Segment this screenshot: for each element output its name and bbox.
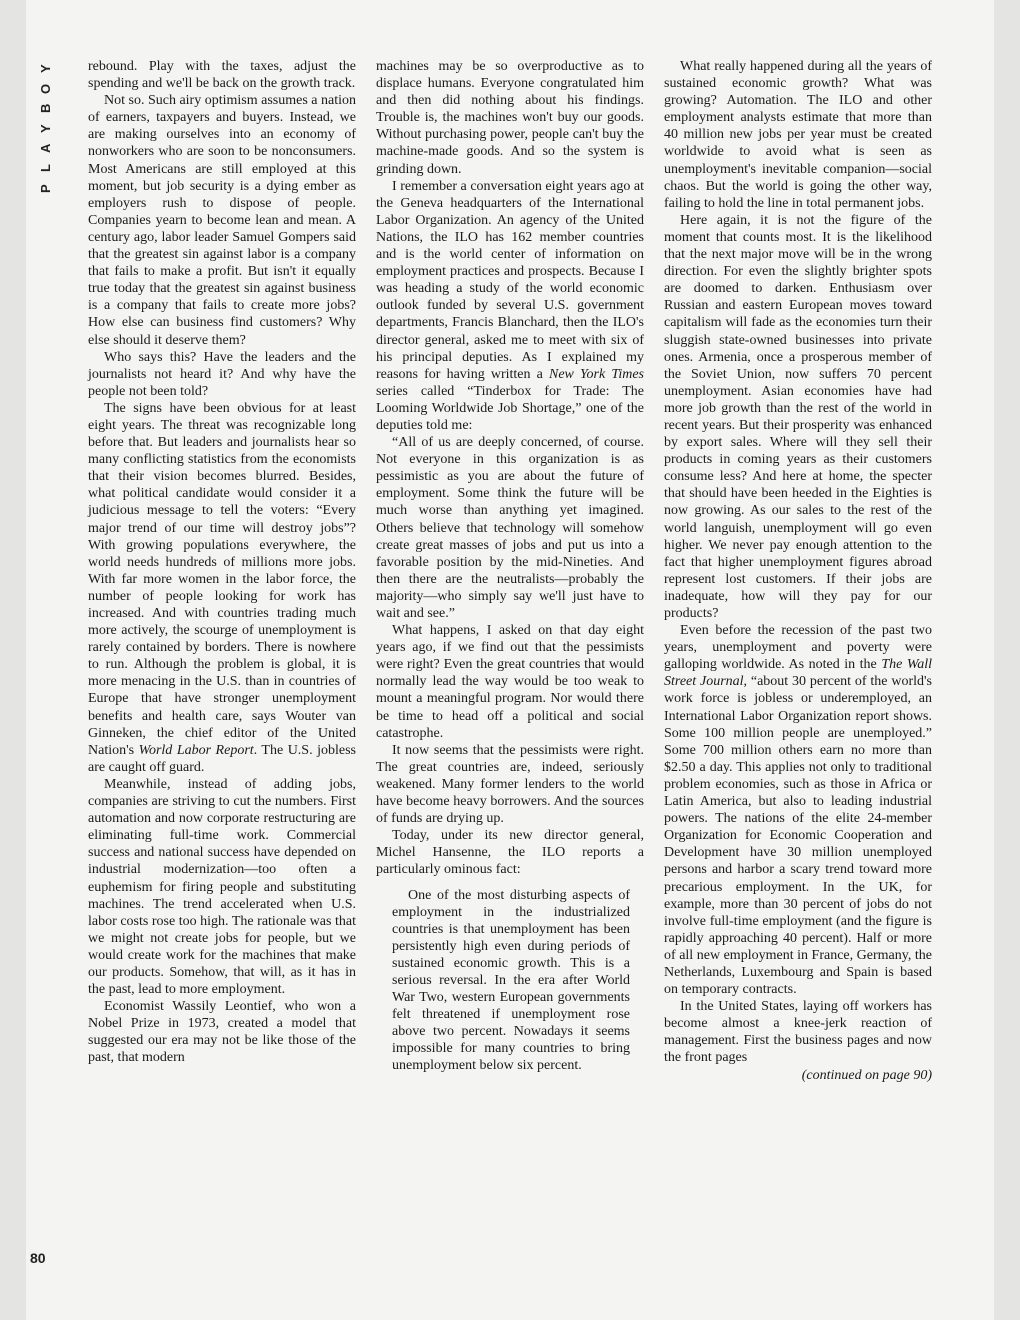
sidebar-letter: Y	[38, 63, 53, 73]
paragraph: “All of us are deeply concerned, of course. Not everyone in this organization is as pessimistic as you are about the future of employment. Some think the future will be much worse than anything yet imagined. Others believe that technology will somehow create great masses of jobs and put us into a favorable position by the mid-Nineties. And then there are the neutralists—probably the majority—who simply say we'll just have to wait and see.”	[376, 435, 644, 621]
sidebar-letter: P	[38, 183, 53, 193]
paragraph: Today, under its new director general, Michel Hansenne, the ILO reports a particularly ominous fact:	[376, 828, 644, 878]
block-quote: One of the most disturbing aspects of employment in the industrialized countries is that unemployment has been persistently high even during periods of sustained economic growth. This is a serious reversal. In the era after World War Two, western European governments felt threatened if unemployment rose above two percent. Nowadays it seems impossible for many countries to bring unemployment below six percent.	[392, 887, 630, 1074]
page-number: 80	[30, 1250, 46, 1266]
paragraph: Not so. Such airy optimism assumes a nation of earners, taxpayers and buyers. Instead, we are making ourselves into an economy of nonworkers who are soon to be nonconsumers. Most Americans are still employed at this moment, but job security is a dying ember as employers rush to dispose of people. Companies yearn to become lean and mean. A century ago, labor leader Samuel Gompers said that the greatest sin against labor is a company that fails to make a profit. But isn't it equally true today that the greatest sin against business is a company that fails to create more jobs? How else can business find customers? Why else should it deserve them?	[88, 93, 356, 348]
paragraph-text: series called “Tinderbox for Trade: The Looming Worldwide Job Shortage,” one of the deputies told me:	[376, 383, 644, 433]
column-1	[88, 58, 356, 1067]
paragraph-text: Even before the recession of the past two years, unemployment and poverty were galloping worldwide. As noted in the	[664, 623, 932, 673]
paragraph: machines may be so overproductive as to displace humans. Everyone congratulated him and then did nothing about his findings. Trouble is, the machines won't buy our goods. Without purchasing power, people can't buy the machine-made goods. And so the system is grinding down.	[376, 59, 644, 177]
paragraph: rebound. Play with the taxes, adjust the spending and we'll be back on the growth track.	[88, 59, 356, 92]
sidebar-letter: O	[38, 82, 53, 94]
paragraph-text: . The U.S. jobless are caught off guard.	[88, 742, 356, 775]
paragraph: What really happened during all the years of sustained economic growth? What was growing? Automation. The ILO and other employment analysts estimate that more than 40 million new jobs per year must be created worldwide to avoid what is seen as unemployment's inevitable companion—social chaos. But the world is going the other way, failing to hold the line in total permanent jobs.	[664, 59, 932, 211]
paragraph: Meanwhile, instead of adding jobs, companies are striving to cut the numbers. First automation and now corporate restructuring are eliminating full-time work. Commercial success and national success have depended on industrial modernization—too often a euphemism for firing people and substituting machines. The trend accelerated when U.S. labor costs rose too high. The rationale was that we might not create jobs for people, but we would create work for the machines that make our products. Somehow, that will, as it has in the past, lead to more employment.	[88, 776, 356, 998]
sidebar-letter: Y	[38, 123, 53, 133]
publication-title: The Wall Street Journal	[664, 657, 932, 690]
paragraph: It now seems that the pessimists were right. The great countries are, indeed, seriously weakened. Many former lenders to the world have become heavy borrowers. And the sources of funds are drying up.	[376, 742, 644, 827]
column-3	[664, 58, 932, 1084]
sidebar-letter: L	[38, 163, 53, 173]
paragraph	[376, 178, 644, 434]
column-2	[376, 58, 644, 1075]
sidebar-letter: B	[38, 102, 53, 114]
paragraph	[88, 400, 356, 776]
continued-line: (continued on page 90)	[801, 1067, 932, 1083]
paragraph-text: , “about 30 percent of the world's work force is jobless or underemployed, an International Labor Organization report shows. Some 100 million people are unemployed.” Some 700 million others earn no more than $2.50 a day. This applies not only to traditional problem economies, such as those in Africa or Latin America, but also to leading industrial powers. The nations of the elite 24-member Organization for Economic Cooperation and Development have 30 million unemployed persons and harbor a scary trend toward more precarious employment. In the UK, for example, more than 30 percent of jobs do not involve full-time employment (and the figure is rapidly approaching 40 percent). Half or more of all new employment in France, Germany, the Netherlands, Luxembourg and Spain is based on temporary contracts.	[664, 674, 932, 998]
publication-title: World Labor Report	[138, 742, 254, 758]
paragraph	[664, 622, 932, 998]
publication-title: New York Times	[548, 366, 644, 382]
paragraph: Who says this? Have the leaders and the journalists not heard it? And why have the people not been told?	[88, 349, 356, 399]
paragraph-text: I remember a conversation eight years ago at the Geneva headquarters of the International Labor Organization. An agency of the United Nations, the ILO has 162 member countries and is the world center of information on employment practices and prospects. Because I was heading a study of the world economic outlook funded by several U.S. government departments, Francis Blanchard, then the ILO's director general, asked me to meet with six of his principal deputies. As I explained my reasons for having written a	[376, 178, 644, 382]
paragraph: What happens, I asked on that day eight years ago, if we find out that the pessimists were right? Even the great countries that would normally lead the way would be too weak to mount a meaningful program. Nor would there be time to head off a political and social catastrophe.	[376, 623, 644, 741]
paragraph: In the United States, laying off workers has become almost a knee-jerk reaction of management. First the business pages and now the front pages	[664, 999, 932, 1066]
running-head-playboy	[36, 58, 56, 198]
paragraph-text: The signs have been obvious for at least eight years. The threat was recognizable long before that. But leaders and journalists hear so many conflicting statistics from the economists that their vision becomes blurred. Besides, what political candidate would consider it a judicious message to tell the voters: “Every major trend of our time will destroy jobs”? With growing populations everywhere, the world needs hundreds of millions more jobs. With far more women in the labor force, the number of people looking for work has increased. And with countries trading much more actively, the scourge of unemployment is rarely contained by borders. There is nowhere to run. Although the problem is global, it is more menacing in the U.S. than in countries of Europe that have stronger unemployment benefits and health care, says Wouter van Ginneken, the chief editor of the United Nation's	[88, 400, 356, 758]
paragraph: Economist Wassily Leontief, who won a Nobel Prize in 1973, created a model that suggested our era may not be like those of the past, that modern	[88, 999, 356, 1066]
paragraph: Here again, it is not the figure of the moment that counts most. It is the likelihood that the next major move will be in the wrong direction. For even the slightly brighter spots are doomed to darken. Enthusiasm over Russian and eastern European moves toward capitalism will fade as the economies turn their sluggish state-owned businesses into private ones. Armenia, once a prosperous member of the Soviet Union, now suffers 70 percent unemployment. Asian economies have had more job growth than the rest of the world in recent years. But their prosperity was enhanced by export sales. Where will they sell their products in coming years as their customers consume less? And here at home, the specter that should have been heeded in the Eighties is now growing. As our sales to the rest of the world languish, unemployment will go even higher. We never pay enough attention to the fact that higher unemployment figures abroad represent lost customers. If their jobs are inadequate, how will they pay for our products?	[664, 212, 932, 621]
sidebar-letter: A	[38, 142, 53, 154]
